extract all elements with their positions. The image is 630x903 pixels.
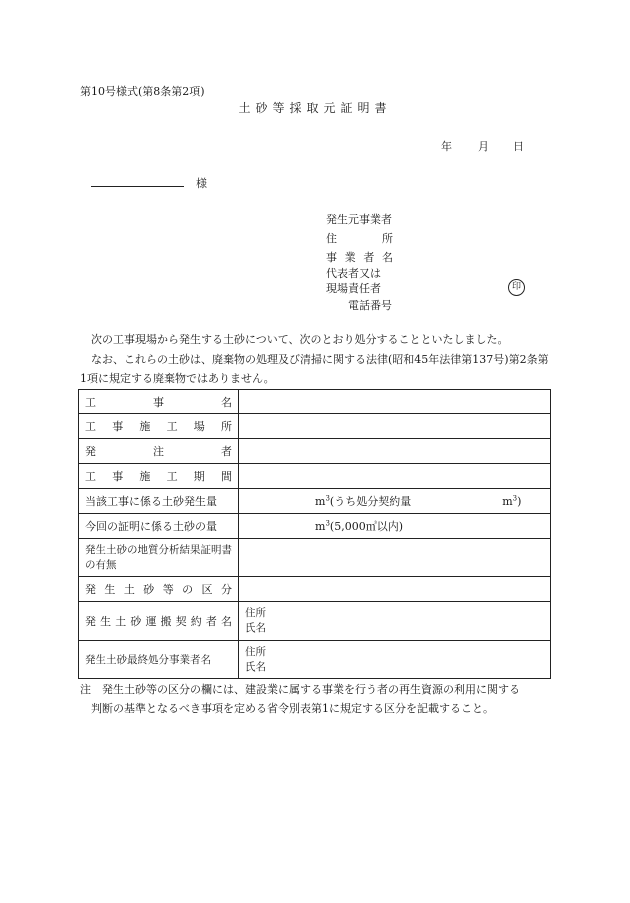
label-char: 事 <box>326 251 337 264</box>
unit-superscript: 3 <box>325 494 330 503</box>
label-char: 工 <box>85 420 96 433</box>
close-paren: ) <box>517 495 522 508</box>
soil-category-field[interactable] <box>239 577 551 602</box>
construction-site-field[interactable] <box>239 414 551 439</box>
label-char: 工 <box>85 470 96 483</box>
unit-m: m <box>315 520 326 533</box>
label-char: 区 <box>201 583 213 596</box>
label-char: 業 <box>344 251 356 264</box>
table-row <box>79 602 551 641</box>
soil-generated-field[interactable] <box>239 489 551 514</box>
label-char: 所 <box>382 232 393 245</box>
label-char: 生 <box>100 615 112 628</box>
table-row <box>79 390 551 414</box>
label-char: 発 <box>85 445 96 458</box>
construction-name-field[interactable] <box>239 390 551 414</box>
label-char: 者 <box>363 251 375 264</box>
table-row <box>79 577 551 602</box>
table-row <box>79 414 551 439</box>
label-char: 土 <box>123 583 135 596</box>
label-char: 名 <box>381 251 393 264</box>
row-label-construction-site <box>79 414 239 439</box>
row-label-final-disposal: 発生土砂最終処分事業者名 <box>79 641 239 679</box>
row-label-soil-generated: 当該工事に係る土砂発生量 <box>79 489 239 514</box>
address-label: 住所 <box>245 645 266 658</box>
unit-superscript: 3 <box>512 494 518 503</box>
label-char: 分 <box>220 583 232 596</box>
final-disposal-field[interactable] <box>239 641 551 679</box>
addressee-suffix: 様 <box>196 177 207 190</box>
label-char: 工 <box>85 395 96 409</box>
label-char: 運 <box>145 615 157 628</box>
note-line-2: 判断の基準となるべき事項を定める省令別表第1に規定する区分を記載すること。 <box>91 702 494 715</box>
row-label-analysis-certificate: 発生土砂の地質分析結果証明書の有無 <box>79 539 239 577</box>
table-row <box>79 514 551 539</box>
amount-limit-note: (5,000㎥以内) <box>329 520 403 533</box>
issuer-heading: 発生元事業者 <box>326 213 392 226</box>
date-year-label: 年 <box>441 140 452 153</box>
label-char: 名 <box>221 395 232 409</box>
label-char: 発 <box>85 615 96 628</box>
issuer-address-label <box>326 230 393 246</box>
name-label: 氏名 <box>245 660 266 673</box>
label-char: 契 <box>175 615 187 628</box>
label-char: 間 <box>220 470 232 483</box>
unit-superscript: 3 <box>325 519 330 528</box>
addressee-blank-line <box>91 186 184 187</box>
construction-period-field[interactable] <box>239 464 551 489</box>
table-row <box>79 641 551 679</box>
label-char: 注 <box>153 445 164 458</box>
row-label-certified-amount: 今回の証明に係る土砂の量 <box>79 514 239 539</box>
label-char: 砂 <box>143 583 155 596</box>
row-label-client <box>79 439 239 464</box>
label-char: 工 <box>166 420 178 433</box>
issuer-representative-label: 代表者又は <box>326 267 381 280</box>
label-char: 名 <box>220 615 232 628</box>
label-char: 場 <box>193 420 205 433</box>
certificate-table <box>78 389 551 679</box>
label-char: 工 <box>166 470 178 483</box>
document-title: 土砂等採取元証明書 <box>238 101 392 115</box>
row-label-construction-name <box>79 390 239 414</box>
label-char: 期 <box>193 470 205 483</box>
contracted-amount-label: (うち処分契約量 <box>329 495 412 508</box>
client-field[interactable] <box>239 439 551 464</box>
label-char: 事 <box>112 420 124 433</box>
label-char: 約 <box>190 615 202 628</box>
analysis-certificate-field[interactable] <box>239 539 551 577</box>
label-char: 生 <box>104 583 116 596</box>
issuer-site-manager-label: 現場責任者 <box>326 282 381 295</box>
label-char: 発 <box>85 583 96 596</box>
date-month-label: 月 <box>478 140 489 153</box>
label-char: 搬 <box>160 615 172 628</box>
unit-m: m <box>315 495 326 508</box>
label-char: 施 <box>139 470 151 483</box>
label-char: 事 <box>112 470 124 483</box>
label-char: 住 <box>326 232 337 245</box>
transport-contractor-field[interactable] <box>239 602 551 641</box>
issuer-business-name-label <box>326 249 393 265</box>
seal-mark: 印 <box>508 279 525 296</box>
label-char: の <box>182 583 194 596</box>
row-label-construction-period <box>79 464 239 489</box>
table-row <box>79 539 551 577</box>
row-label-soil-category <box>79 577 239 602</box>
address-label: 住所 <box>245 607 266 619</box>
body-paragraph-1: 次の工事現場から発生する土砂について、次のとおり処分することといたしました。 <box>91 333 509 346</box>
name-label: 氏名 <box>245 622 266 634</box>
issuer-phone-label: 電話番号 <box>348 299 392 312</box>
label-char: 等 <box>162 583 174 596</box>
date-day-label: 日 <box>513 140 524 153</box>
table-row <box>79 439 551 464</box>
label-char: 土 <box>115 615 127 628</box>
label-char: 者 <box>221 445 232 458</box>
label-char: 砂 <box>130 615 142 628</box>
unit-m: m <box>502 495 513 508</box>
table-row <box>79 489 551 514</box>
row-label-transport-contractor <box>79 602 239 641</box>
form-number: 第10号様式(第8条第2項) <box>80 85 205 98</box>
label-char: 所 <box>220 420 232 433</box>
note-line-1: 注 発生土砂等の区分の欄には、建設業に属する事業を行う者の再生資源の利用に関する <box>80 683 520 696</box>
label-char: 施 <box>139 420 151 433</box>
label-char: 事 <box>153 395 164 409</box>
label-char: 者 <box>205 615 217 628</box>
certified-amount-field[interactable] <box>239 514 551 539</box>
body-paragraph-2: なお、これらの土砂は、廃棄物の処理及び清掃に関する法律(昭和45年法律第137号)第2条第1項に規定する廃棄物ではありません。 <box>80 353 549 385</box>
table-row <box>79 464 551 489</box>
